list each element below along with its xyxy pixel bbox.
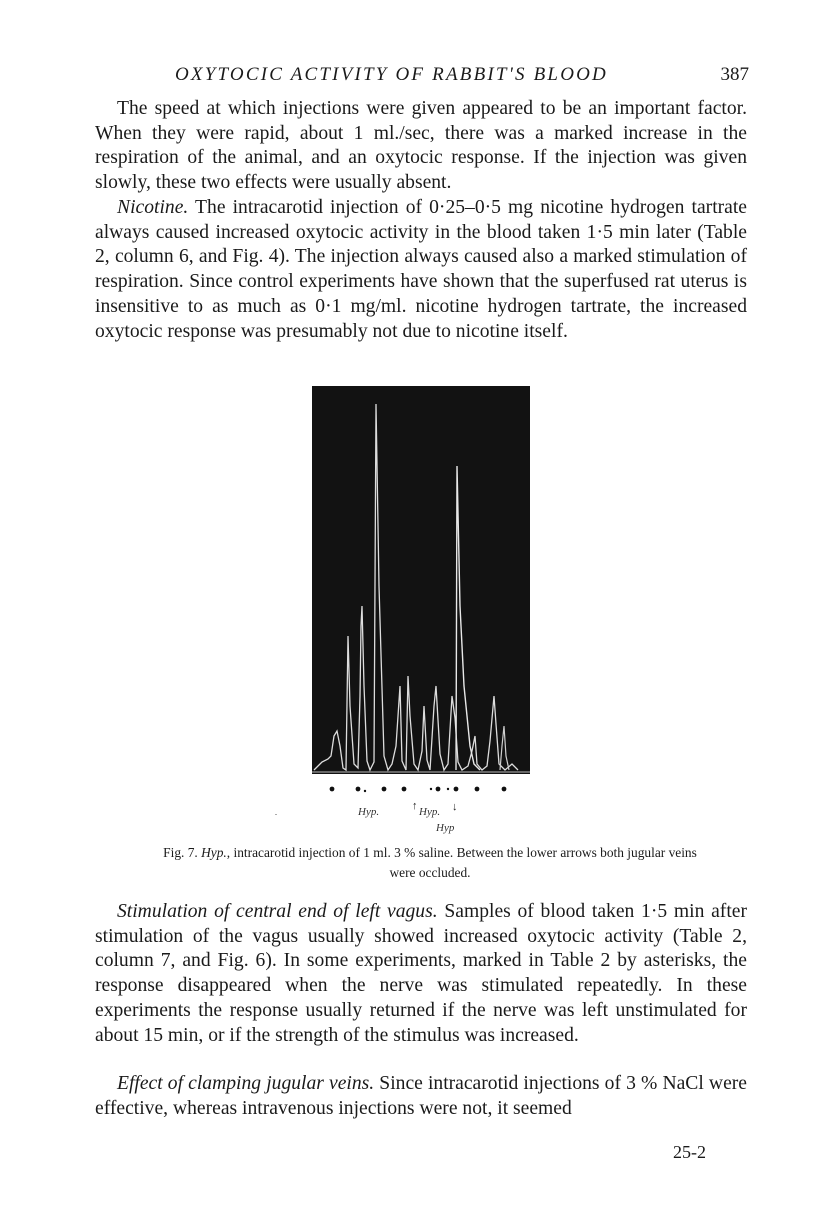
down-arrow-icon: ↓ [452,801,458,813]
paragraph-jugular [95,1072,747,1121]
paragraph-nicotine [95,196,747,344]
kymograph-trace [312,386,530,774]
paragraph-text: Samples of blood taken 1·5 min after stimulation of the vagus usually showed increased oxytocic activity (Table 2, column 7, and Fig. 6). In some experiments, marked in Table 2 by asterisks, the response disappeared when the nerve was stimulated repeatedly. In these experiments the response usually returned if the nerve was left unstimulated for about 15 min, or if the strength of the stimulus was increased. [95,901,748,1046]
marker-dots [312,780,530,800]
paragraph-injection-speed [95,97,747,196]
page-number: 387 [720,64,749,85]
up-arrow-icon: ↑ [412,800,418,812]
hyp-label-1: Hyp. [358,806,380,818]
section-lead-nicotine: Nicotine. [117,197,189,218]
section-lead-jugular: Effect of clamping jugular veins. [117,1073,375,1094]
running-title: OXYTOCIC ACTIVITY OF RABBIT'S BLOOD [175,64,608,85]
figure-kymograph [312,386,530,774]
hyp-label-2: Hyp. [419,806,441,818]
figure-caption [150,843,710,883]
hyp-label-3: Hyp [436,822,455,834]
running-header [95,62,749,90]
signature-mark: 25-2 [673,1142,706,1162]
caption-hyp: Hyp. [201,845,227,860]
paragraph-text: Since intracarotid injections of 3 % NaCl were effective, whereas intravenous injections were not, it seemed [95,1073,748,1119]
paragraph-text: The intracarotid injection of 0·25–0·5 mg nicotine hydrogen tartrate always caused increased oxytocic activity in the blood taken 1·5 min later (Table 2, column 6, and Fig. 4). The injection always caused also a marked stimulation of respiration. Since control experiments have shown that the superfused rat uterus is insensitive to as much as 0·1 mg/ml. nicotine hydrogen tartrate, the increased oxytocic response was presumably not due to nicotine itself. [95,197,747,342]
caption-text: , intracarotid injection of 1 ml. 3 % saline. Between the lower arrows both jugular veins were occluded. [226,845,697,880]
caption-fig-number: Fig. 7. [163,845,198,860]
paragraph-text: The speed at which injections were given appeared to be an important factor. When they were rapid, about 1 ml./sec, there was a marked increase in the respiration of the animal, and an oxytocic response. If the injection was given slowly, these two effects were usually absent. [95,98,747,194]
section-lead-vagus: Stimulation of central end of left vagus. [117,901,438,922]
stimulus-markers [312,780,530,800]
stray-mark [275,814,277,815]
paragraph-vagus [95,900,747,1048]
